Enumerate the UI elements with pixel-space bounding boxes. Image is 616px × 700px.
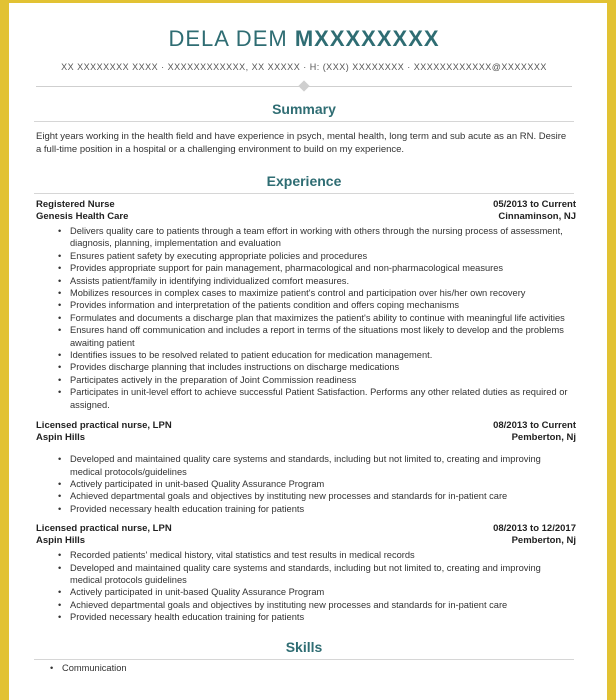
job-bullet: • Formulates and documents a discharge plan that maximizes the patient's ability to continue with meaningful life activities: [70, 312, 576, 324]
summary-divider: [34, 121, 574, 122]
skill-item: • Communication: [62, 662, 580, 674]
job-company-row: [36, 211, 576, 223]
candidate-name: [28, 26, 580, 52]
job-dates: 05/2013 to Current: [493, 199, 576, 210]
resume-page: [28, 0, 580, 700]
job-location: Cinnaminson, NJ: [498, 211, 576, 222]
job-bullet: • Actively participated in unit-based Quality Assurance Program: [70, 478, 576, 490]
job-bullet: • Achieved departmental goals and objectives by instituting new processes and standards for in-patient care: [70, 490, 576, 502]
skills-section: [28, 638, 580, 674]
job-entry: [36, 420, 576, 515]
job-header-row: [36, 199, 576, 211]
diamond-ornament: [298, 80, 309, 91]
job-header-row: [36, 420, 576, 432]
job-entry: [36, 523, 576, 623]
name-last: MXXXXXXXX: [294, 26, 440, 51]
experience-section: [28, 172, 580, 624]
job-entry: [36, 199, 576, 411]
job-bullet: • Ensures hand off communication and includes a report in terms of the situations most likely to develop and the problems awaiting patient: [70, 324, 576, 349]
job-header-row: [36, 523, 576, 535]
job-title: Licensed practical nurse, LPN: [36, 420, 172, 432]
job-bullet: • Participates in unit-level effort to achieve successful Patient Satisfaction. Performs any other related duties as required or assigned.: [70, 386, 576, 411]
job-bullet: • Provides discharge planning that includes instructions on discharge medications: [70, 361, 576, 373]
job-company: Genesis Health Care: [36, 211, 129, 222]
job-dates: 08/2013 to Current: [493, 420, 576, 432]
job-bullets: [36, 225, 576, 411]
job-location: Pemberton, Nj: [511, 535, 576, 547]
job-company: Aspin Hills: [36, 432, 86, 444]
job-company-row: [36, 535, 576, 547]
job-bullet: • Ensures patient safety by executing appropriate policies and procedures: [70, 250, 576, 262]
job-location: Pemberton, Nj: [511, 432, 576, 444]
contact-line: XX XXXXXXXX XXXX · XXXXXXXXXXXX, XX XXXXX · H: (XXX) XXXXXXXX · XXXXXXXXXXXX@XXXXXXX: [61, 62, 547, 72]
job-bullet: • Assists patient/family in identifying individualized comfort measures.: [70, 275, 576, 287]
job-bullet: • Provides appropriate support for pain management, pharmacological and non-pharmacological measures: [70, 262, 576, 274]
job-bullets: [36, 549, 576, 623]
job-dates: 08/2013 to 12/2017: [493, 523, 576, 535]
experience-heading: Experience: [266, 173, 342, 189]
summary-section: [28, 100, 580, 156]
job-bullet: • Developed and maintained quality care systems and standards, including but not limited to, creating and improving medical protocols/guidelines: [70, 453, 576, 478]
summary-text: Eight years working in the health field and have experience in psych, mental health, long term and sub acute as an RN. Desire a full-time position in a hospital or a challenging environment to build on my experience.: [36, 131, 567, 155]
job-bullet: • Provided necessary health education training for patients: [70, 503, 576, 515]
job-company: Aspin Hills: [36, 535, 86, 547]
job-bullet: • Delivers quality care to patients through a team effort in working with others through the nursing process of assessment, diagnosis, planning, implementation and evaluation: [70, 225, 576, 250]
job-bullet: • Actively participated in unit-based Quality Assurance Program: [70, 586, 576, 598]
job-company-row: [36, 432, 576, 444]
job-bullet: • Provided necessary health education training for patients: [70, 611, 576, 623]
name-first: DELA DEM: [168, 26, 288, 51]
job-bullet: • Developed and maintained quality care systems and standards, including but not limited to, creating and improving medical protocols guidelines: [70, 562, 576, 587]
job-bullet: • Mobilizes resources in complex cases to maximize patient's control and participation over his/her own recovery: [70, 287, 576, 299]
job-bullet: • Identifies issues to be resolved related to patient education for medication management.: [70, 349, 576, 361]
job-bullets: [36, 453, 576, 515]
header-divider: [36, 80, 572, 92]
job-bullet: • Provides information and interpretation of the patients condition and offers coping mechanisms: [70, 299, 576, 311]
job-bullet: • Recorded patients' medical history, vital statistics and test results in medical records: [70, 549, 576, 561]
skills-divider: [34, 659, 574, 660]
job-title: Licensed practical nurse, LPN: [36, 523, 172, 535]
job-bullet: • Participates actively in the preparation of Joint Commission readiness: [70, 374, 576, 386]
skills-list: [28, 662, 580, 674]
skills-heading: Skills: [285, 638, 323, 655]
experience-divider: [34, 193, 574, 194]
job-bullet: • Achieved departmental goals and objectives by instituting new processes and standards for in-patient care: [70, 599, 576, 611]
job-title: Registered Nurse: [36, 199, 115, 210]
summary-heading: Summary: [272, 101, 336, 117]
